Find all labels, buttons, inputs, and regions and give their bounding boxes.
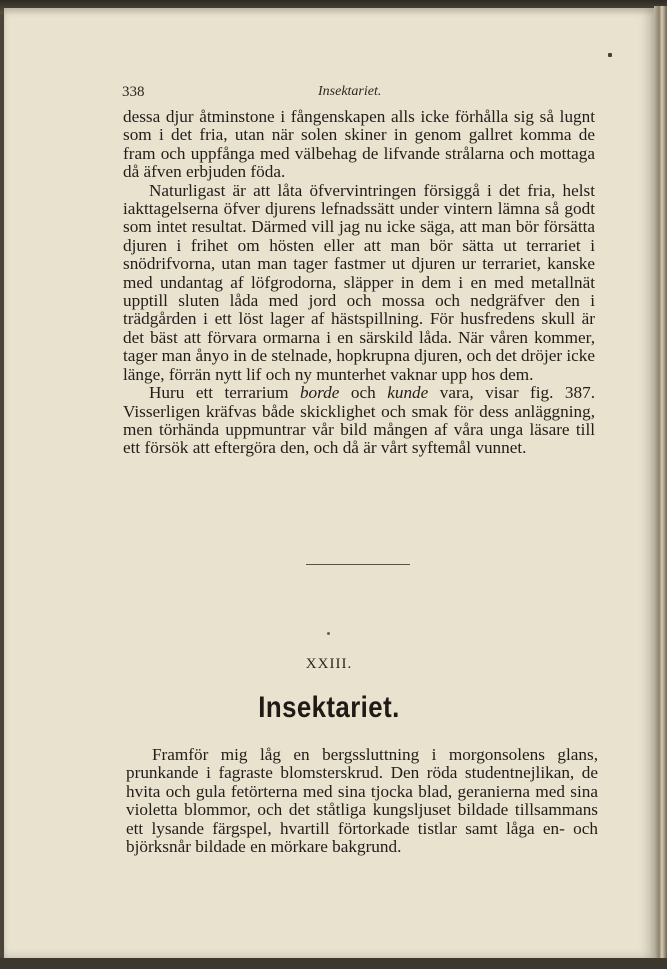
ink-speck [608, 53, 612, 57]
ink-dot [327, 632, 330, 635]
chapter-paragraph-1: Framför mig låg en bergssluttning i morgonsolens glans, prunkande i fagraste blomsterskrud. Den röda studentnejlikan, de hvita och gula fetörterna med sina tjocka blad, geranierna med sina violetta blommor, och det ståtliga kungsljuset bildade tillsammans ett lysande färgspel, hvartill förtorkade tistlar samt låga en- och björksnår bildade en mörkare bakgrund. [126, 745, 598, 857]
running-head [122, 84, 642, 104]
paragraph-2-text: Naturligast är att låta öfvervintringen försiggå i det fria, helst iakttagelserna öfver djurens lefnadssätt under vintern lämna så godt som intet resultat. Därmed vill jag nu icke säga, att man bör försätta djuren i frihet om hösten eller att man bör sätta ut terrariet i snödrifvorna, utan man tager fastmer ut djuren ur terrariet, kanske med undantag af löfgrodorna, släpper in dem i en med metallnät upptill sluten låda med jord och mossa och nedgräfver den i trädgården i ett löst lager af hästspillning. För husfredens skull är det bäst att förvara ormarna i en särskild låda. När våren kommer, tager man ånyo in de stelnade, hopkrupna djuren, och det dröjer icke länge, förrän nytt lif och ny munterhet vaknar upp hos dem. [123, 180, 596, 384]
paragraph-1-text: dessa djur åtminstone i fångenskapen alls icke förhålla sig så lugnt som i det fria, utan när solen skiner in genom gallret komma de fram och uppfånga med välbehag de lifvande strålarna och mottaga då äfven erbjuden föda. [123, 107, 595, 182]
page-bottom-edge [0, 958, 667, 969]
paragraph-3-text-c: vara, visar fig. 387. Visserligen kräfvas både skicklighet och smak för dess anläggning, men törhända uppmuntrar vår bild mången af våra unga läsare till ett försök att eftergöra den, och då är vårt syftemål vunnet. [123, 383, 595, 458]
running-title: Insektariet. [318, 84, 382, 99]
chapter-number: XXIII. [305, 656, 353, 672]
emphasis-kunde: kunde [387, 383, 429, 403]
paragraph-3-text-a: Huru ett terrarium [149, 383, 300, 403]
paragraph-3-text-b: och [339, 383, 388, 403]
page-number: 338 [122, 84, 145, 100]
paragraph-3 [123, 384, 595, 458]
emphasis-borde: borde [299, 383, 340, 403]
paragraph-2 [123, 182, 595, 384]
body-text [123, 108, 595, 458]
chapter-title: Insektariet. [258, 691, 400, 724]
chapter-text [126, 746, 598, 856]
page-stack-edge [654, 6, 667, 969]
book-page [4, 8, 654, 958]
section-divider [306, 564, 410, 565]
paragraph-1 [123, 108, 595, 182]
